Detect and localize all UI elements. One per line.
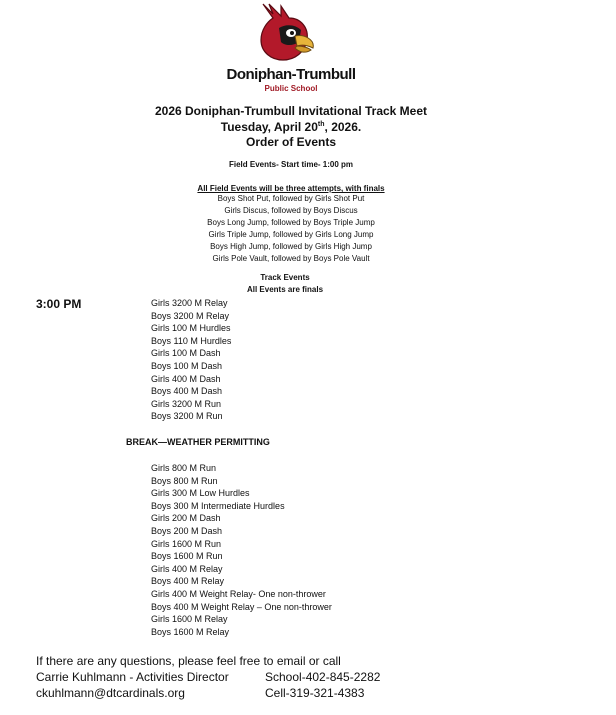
field-start-time: Field Events- Start time- 1:00 pm <box>228 160 354 169</box>
contact-email[interactable]: ckuhlmann@dtcardinals.org <box>36 686 185 700</box>
list-item: Boys Long Jump, followed by Boys Triple Jump <box>207 218 375 227</box>
list-item: Girls Discus, followed by Boys Discus <box>224 206 358 215</box>
start-time-label: 3:00 PM <box>36 297 82 311</box>
meet-date <box>0 120 582 134</box>
list-item: Boys 300 M Intermediate Hurdles <box>151 500 285 511</box>
list-item: Boys 1600 M Run <box>151 551 223 562</box>
track-first-block <box>151 298 231 424</box>
org-subtitle: Public School <box>264 84 318 93</box>
org-name: Doniphan-Trumbull <box>226 66 356 83</box>
list-item: Girls 100 M Dash <box>151 348 221 359</box>
list-item: Boys 800 M Run <box>151 475 218 486</box>
field-rule: All Field Events will be three attempts, with finals <box>197 184 385 193</box>
meet-date-main: Tuesday, April 20 <box>220 120 318 134</box>
list-item: Boys 1600 M Relay <box>151 626 230 637</box>
list-item: Girls 400 M Dash <box>151 373 221 384</box>
list-item: Girls Triple Jump, followed by Girls Long Jump <box>208 230 374 239</box>
order-title: Order of Events <box>245 135 337 149</box>
list-item: Girls 1600 M Run <box>151 538 222 549</box>
list-item: Girls 300 M Low Hurdles <box>151 488 250 499</box>
list-item: Boys 110 M Hurdles <box>151 335 232 346</box>
list-item: Boys 400 M Dash <box>151 386 223 397</box>
cardinal-logo-icon <box>255 2 315 64</box>
list-item: Girls 800 M Run <box>151 463 217 473</box>
list-item: Girls Pole Vault, followed by Boys Pole Vault <box>212 254 370 263</box>
list-item: Girls 100 M Hurdles <box>151 323 231 334</box>
contact-name: Carrie Kuhlmann - Activities Director <box>36 670 229 684</box>
list-item: Girls 3200 M Relay <box>151 298 228 308</box>
meet-date-year: , 2026. <box>324 120 362 134</box>
meet-title: 2026 Doniphan-Trumbull Invitational Track Meet <box>154 104 428 118</box>
track-title: Track Events <box>260 273 310 282</box>
list-item: Girls 400 M Weight Relay- One non-thrower <box>151 588 326 599</box>
list-item: Boys 3200 M Relay <box>151 310 230 321</box>
field-events-list <box>0 194 582 266</box>
meet-date-suffix: th <box>317 121 325 128</box>
track-second-block <box>151 463 332 639</box>
list-item: Girls 3200 M Run <box>151 398 222 409</box>
school-phone: School-402-845-2282 <box>265 670 381 684</box>
list-item: Boys 400 M Weight Relay – One non-thrower <box>151 601 332 612</box>
list-item: Boys 100 M Dash <box>151 360 223 371</box>
list-item: Boys Shot Put, followed by Girls Shot Put <box>217 194 365 203</box>
list-item: Girls 1600 M Relay <box>151 614 228 625</box>
list-item: Boys 3200 M Run <box>151 411 223 422</box>
list-item: Girls 400 M Relay <box>151 563 223 574</box>
list-item: Boys 200 M Dash <box>151 525 223 536</box>
cell-phone: Cell-319-321-4383 <box>265 686 365 700</box>
track-subtitle: All Events are finals <box>246 285 324 294</box>
footer-question: If there are any questions, please feel free to email or call <box>36 654 341 668</box>
list-item: Boys High Jump, followed by Girls High Jump <box>210 242 372 251</box>
list-item: Boys 400 M Relay <box>151 576 225 587</box>
list-item: Girls 200 M Dash <box>151 513 221 524</box>
break-label: BREAK—WEATHER PERMITTING <box>126 437 270 447</box>
